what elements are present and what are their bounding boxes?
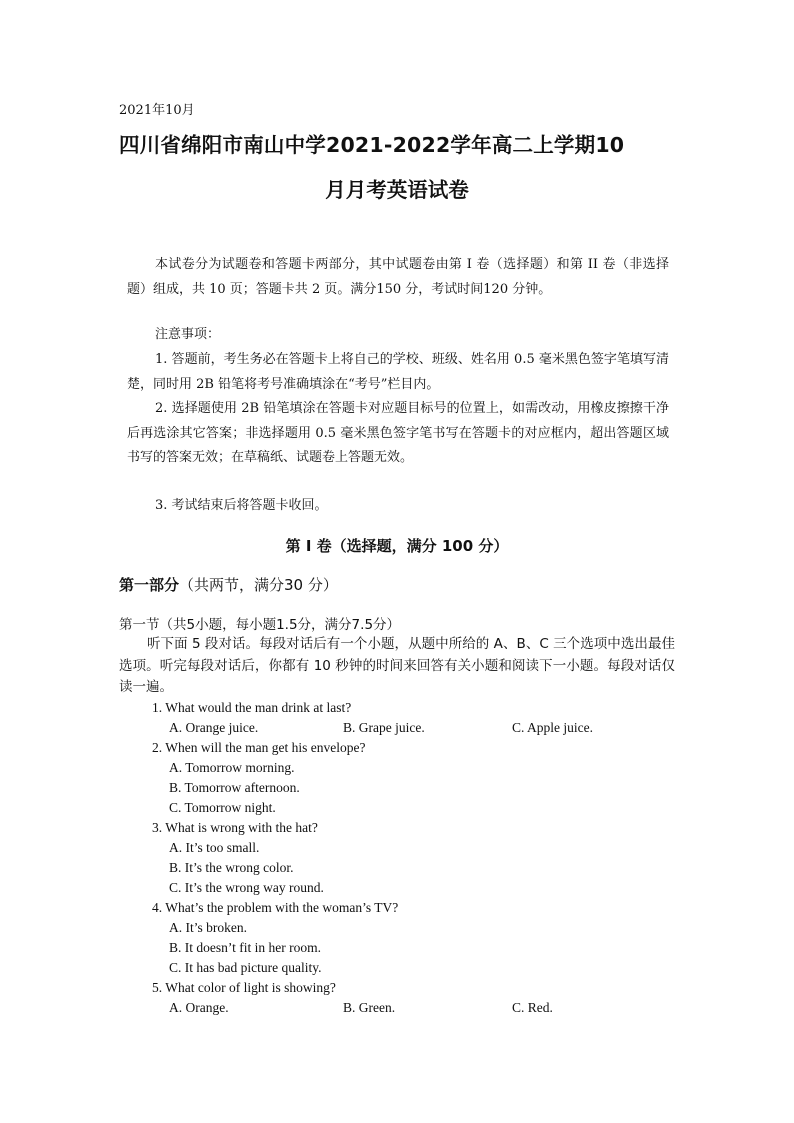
question-5-option-c: C. Red. — [512, 1000, 553, 1015]
question-3-stem: 3. What is wrong with the hat? — [152, 820, 318, 835]
part-1-heading — [119, 574, 338, 595]
question-4-option-b: B. It doesn’t fit in her room. — [169, 940, 321, 955]
question-3-option-a: A. It’s too small. — [169, 840, 260, 855]
section-1-title: 第一节（共5小题，每小题1.5分，满分7.5分） — [119, 617, 401, 633]
notice-item-2: 2. 选择题使用 2B 铅笔填涂在答题卡对应题目标号的位置上，如需改动，用橡皮擦擦干净后再选涂其它答案；非选择题用 0.5 毫米黑色签字笔书写在答题卡的对应框内，超出答题区域书写的答案无效；在草稿纸、试题卷上答题无效。 — [127, 401, 669, 465]
question-2-option-b: B. Tomorrow afternoon. — [169, 780, 300, 795]
question-2-option-a: A. Tomorrow morning. — [169, 760, 295, 775]
question-4-option-c: C. It has bad picture quality. — [169, 960, 322, 975]
question-1-option-b: B. Grape juice. — [343, 720, 425, 735]
question-2-stem: 2. When will the man get his envelope? — [152, 740, 366, 755]
question-5-option-b: B. Green. — [343, 1000, 396, 1015]
question-3-option-b: B. It’s the wrong color. — [169, 860, 294, 875]
notice-title: 注意事项： — [155, 327, 221, 342]
exam-title-line-2: 月月考英语试卷 — [325, 178, 469, 202]
volume-1-title: 第 I 卷（选择题，满分 100 分） — [285, 537, 509, 555]
question-4-stem: 4. What’s the problem with the woman’s TV? — [152, 900, 399, 915]
exam-intro: 本试卷分为试题卷和答题卡两部分，其中试题卷由第 I 卷（选择题）和第 II 卷（非选择题）组成，共 10 页；答题卡共 2 页。满分150 分，考试时间120 分钟。 — [127, 257, 669, 297]
part-1-subtitle: （共两节，满分30 分） — [179, 576, 338, 594]
question-5-stem: 5. What color of light is showing? — [152, 980, 336, 995]
question-1-option-a: A. Orange juice. — [169, 720, 259, 735]
exam-title-line-1: 四川省绵阳市南山中学2021-2022学年高二上学期10 — [119, 133, 625, 157]
section-1-directions: 听下面 5 段对话。每段对话后有一个小题，从题中所给的 A、B、C 三个选项中选出最佳选项。听完每段对话后，你都有 10 秒钟的时间来回答有关小题和阅读下一小题。每段对话仅读一遍。 — [119, 636, 675, 695]
exam-date: 2021年10月 — [119, 103, 195, 118]
question-2-option-c: C. Tomorrow night. — [169, 800, 276, 815]
notice-item-1: 1. 答题前，考生务必在答题卡上将自己的学校、班级、姓名用 0.5 毫米黑色签字笔填写清楚，同时用 2B 铅笔将考号准确填涂在“考号”栏目内。 — [127, 352, 669, 392]
part-1-title: 第一部分 — [119, 576, 180, 594]
notice-item-3: 3. 考试结束后将答题卡收回。 — [155, 498, 328, 513]
question-1-option-c: C. Apple juice. — [512, 720, 593, 735]
question-4-option-a: A. It’s broken. — [169, 920, 247, 935]
question-1-stem: 1. What would the man drink at last? — [152, 700, 352, 715]
question-3-option-c: C. It’s the wrong way round. — [169, 880, 324, 895]
question-5-option-a: A. Orange. — [169, 1000, 229, 1015]
